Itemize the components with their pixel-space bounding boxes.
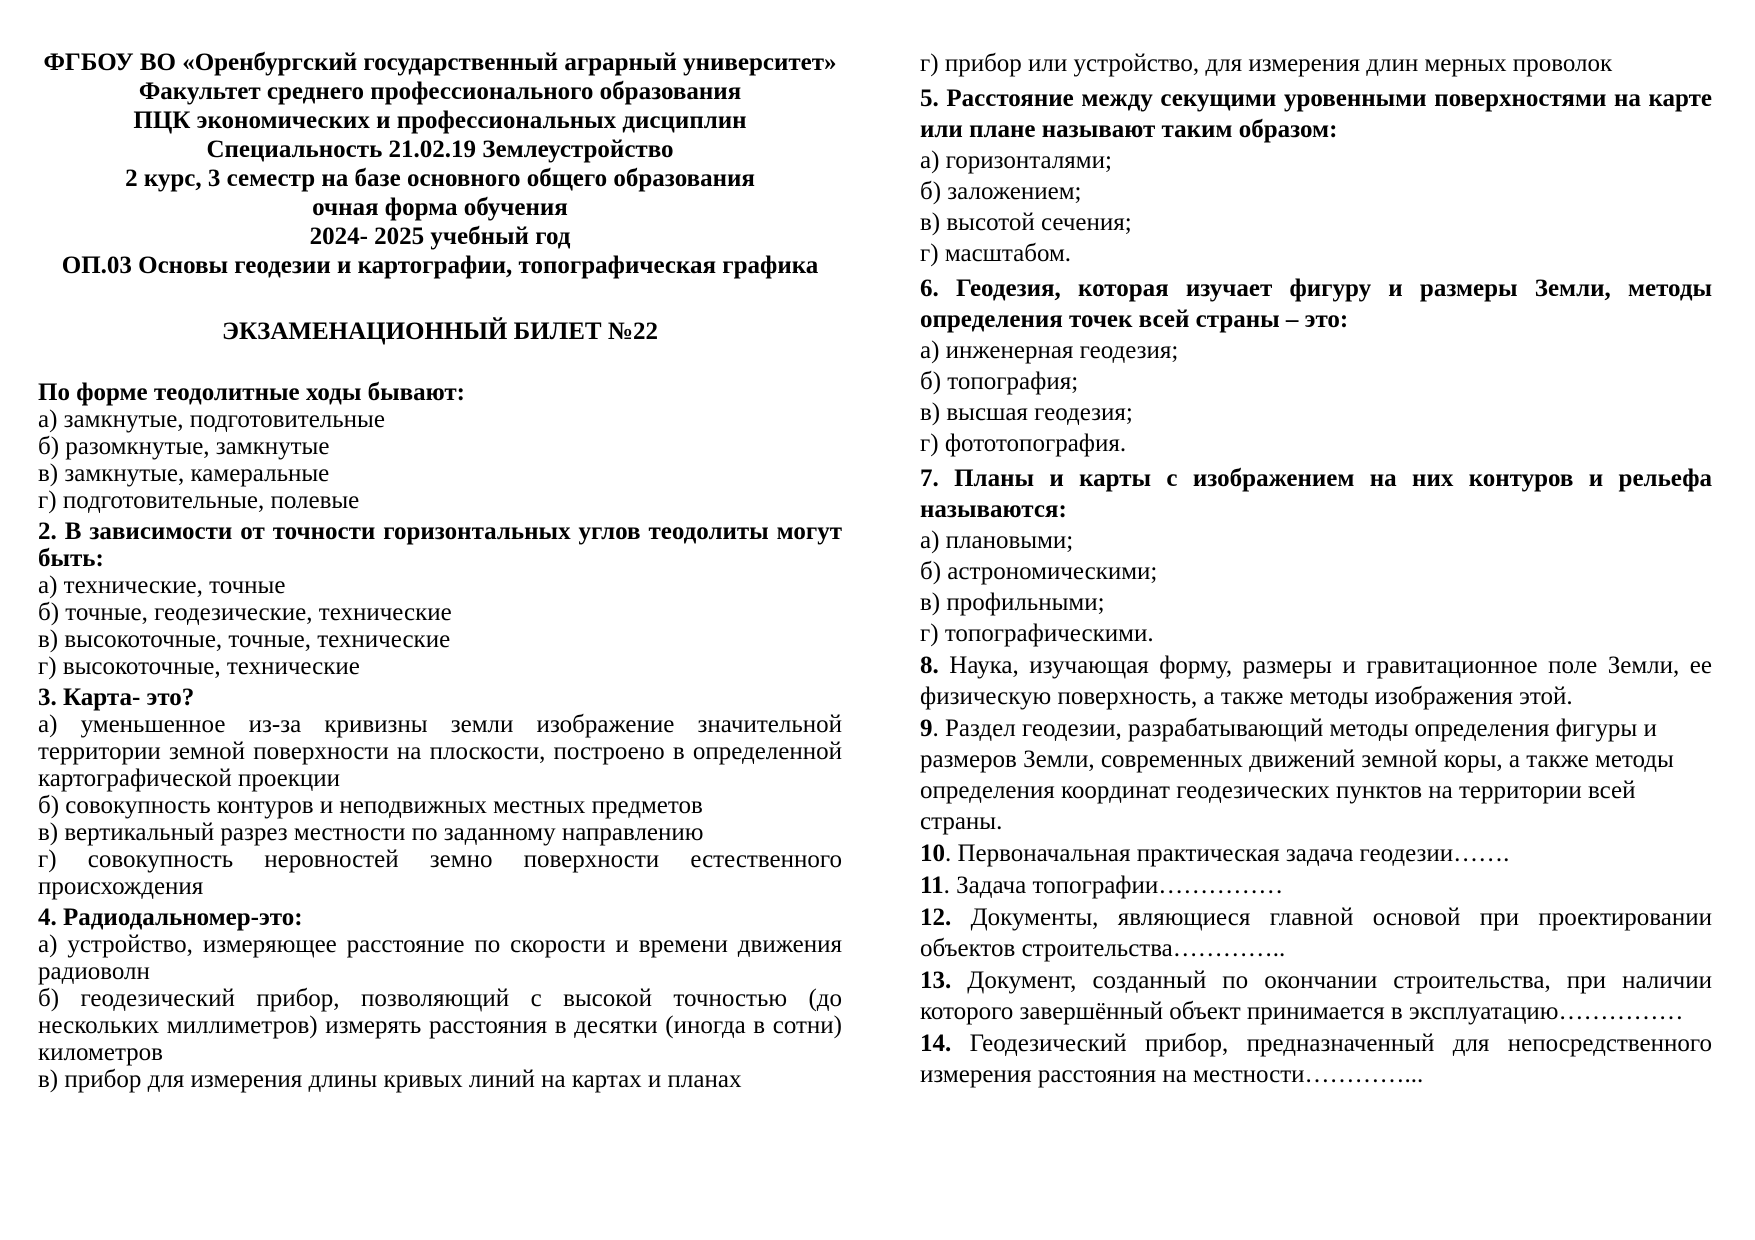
question-9-text: . Раздел геодезии, разрабатывающий методы определения фигуры и размеров Земли, современных движений земной коры, а также методы определения координат геодезических пунктов на территории всей страны. (920, 715, 1674, 835)
question-5-option-b: б) заложением; (920, 178, 1082, 205)
question-1-option-a: а) замкнутые, подготовительные (38, 406, 385, 433)
question-10 (920, 838, 1712, 869)
question-3-heading: 3. Карта- это? (38, 684, 195, 711)
question-10-text: . Первоначальная практическая задача геодезии……. (945, 840, 1510, 867)
question-1 (38, 379, 842, 514)
question-6-option-b: б) топография; (920, 368, 1079, 395)
question-9-number: 9 (920, 715, 933, 742)
header-line-discipline: ОП.03 Основы геодезии и картографии, топографическая графика (61, 252, 819, 279)
question-5-option-a: а) горизонталями; (920, 147, 1112, 174)
question-14 (920, 1028, 1712, 1090)
question-6-option-g: г) фототопография. (920, 430, 1127, 457)
question-14-number: 14. (920, 1030, 952, 1057)
question-9 (920, 713, 1712, 837)
question-11-number: 11 (920, 872, 944, 899)
question-1-option-g: г) подготовительные, полевые (38, 487, 360, 514)
question-13-number: 13. (920, 967, 952, 994)
ticket-title: ЭКЗАМЕНАЦИОННЫЙ БИЛЕТ №22 (222, 318, 658, 345)
question-3-option-a: а) уменьшенное из-за кривизны земли изображение значительной территории земной поверхности на плоскости, построено в определенной картографической проекции (38, 711, 842, 792)
question-12-number: 12. (920, 904, 952, 931)
question-13-text: Документ, созданный по окончании строительства, при наличии которого завершённый объект принимается в эксплуатацию…………… (920, 967, 1712, 1025)
question-3 (38, 684, 842, 900)
header-line-academic-year: 2024- 2025 учебный год (309, 223, 571, 250)
question-6 (920, 273, 1712, 459)
question-1-option-v: в) замкнутые, камеральные (38, 460, 330, 487)
question-3-option-g: г) совокупность неровностей земно поверхности естественного происхождения (38, 846, 842, 900)
question-8-text: Наука, изучающая форму, размеры и гравитационное поле Земли, ее физическую поверхность, а также методы изображения этой. (920, 652, 1712, 710)
question-4-option-v: в) прибор для измерения длины кривых линий на картах и планах (38, 1066, 742, 1093)
question-4-option-a: а) устройство, измеряющее расстояние по скорости и времени движения радиоволн (38, 931, 842, 985)
header-line-faculty: Факультет среднего профессионального образования (138, 78, 742, 105)
question-7 (920, 463, 1712, 649)
question-11-text: . Задача топографии…………… (943, 872, 1284, 899)
question-14-text: Геодезический прибор, предназначенный для непосредственного измерения расстояния на местности…………... (920, 1030, 1712, 1088)
question-7-heading: 7. Планы и карты с изображением на них контуров и рельефа называются: (920, 465, 1712, 523)
question-2-option-g: г) высокоточные, технические (38, 653, 360, 680)
question-2-option-b: б) точные, геодезические, технические (38, 599, 452, 626)
question-3-option-v: в) вертикальный разрез местности по заданному направлению (38, 819, 704, 846)
question-6-option-a: а) инженерная геодезия; (920, 337, 1179, 364)
question-8 (920, 650, 1712, 712)
question-4-option-g-carryover: г) прибор или устройство, для измерения длин мерных проволок (920, 50, 1613, 77)
question-2-option-v: в) высокоточные, точные, технические (38, 626, 451, 653)
question-2 (38, 518, 842, 680)
header-line-course: 2 курс, 3 семестр на базе основного общего образования (125, 165, 755, 192)
left-column (38, 48, 842, 1093)
question-13 (920, 965, 1712, 1027)
question-12 (920, 902, 1712, 964)
header-line-department: ПЦК экономических и профессиональных дисциплин (133, 107, 747, 134)
question-4 (38, 904, 842, 1093)
question-12-text: Документы, являющиеся главной основой при проектировании объектов строительства………….. (920, 904, 1712, 962)
question-5 (920, 83, 1712, 269)
question-5-option-v: в) высотой сечения; (920, 209, 1132, 236)
question-5-heading: 5. Расстояние между секущими уровенными поверхностями на карте или плане называют таким образом: (920, 85, 1712, 143)
right-column (920, 48, 1712, 1090)
header-line-study-form: очная форма обучения (312, 194, 568, 221)
question-7-option-a: а) плановыми; (920, 527, 1074, 554)
header-line-specialty: Специальность 21.02.19 Землеустройство (206, 136, 674, 163)
question-4-option-b: б) геодезический прибор, позволяющий с высокой точностью (до нескольких миллиметров) измерять расстояния в десятки (иногда в сотни) километров (38, 985, 842, 1066)
question-1-heading: По форме теодолитные ходы бывают: (38, 379, 465, 406)
question-7-option-v: в) профильными; (920, 589, 1105, 616)
document-header (38, 48, 842, 280)
question-3-option-b: б) совокупность контуров и неподвижных местных предметов (38, 792, 703, 819)
question-11 (920, 870, 1712, 901)
question-7-option-g: г) топографическими. (920, 620, 1154, 647)
question-7-option-b: б) астрономическими; (920, 558, 1158, 585)
question-4-heading: 4. Радиодальномер-это: (38, 904, 303, 931)
header-line-university: ФГБОУ ВО «Оренбургский государственный аграрный университет» (43, 49, 837, 76)
question-8-number: 8. (920, 652, 939, 679)
question-6-option-v: в) высшая геодезия; (920, 399, 1133, 426)
question-5-option-g: г) масштабом. (920, 240, 1072, 267)
question-2-heading: 2. В зависимости от точности горизонтальных углов теодолиты могут быть: (38, 518, 842, 572)
question-10-number: 10 (920, 840, 945, 867)
question-6-heading: 6. Геодезия, которая изучает фигуру и размеры Земли, методы определения точек всей страны – это: (920, 275, 1712, 333)
question-2-option-a: а) технические, точные (38, 572, 286, 599)
question-1-option-b: б) разомкнутые, замкнутые (38, 433, 330, 460)
